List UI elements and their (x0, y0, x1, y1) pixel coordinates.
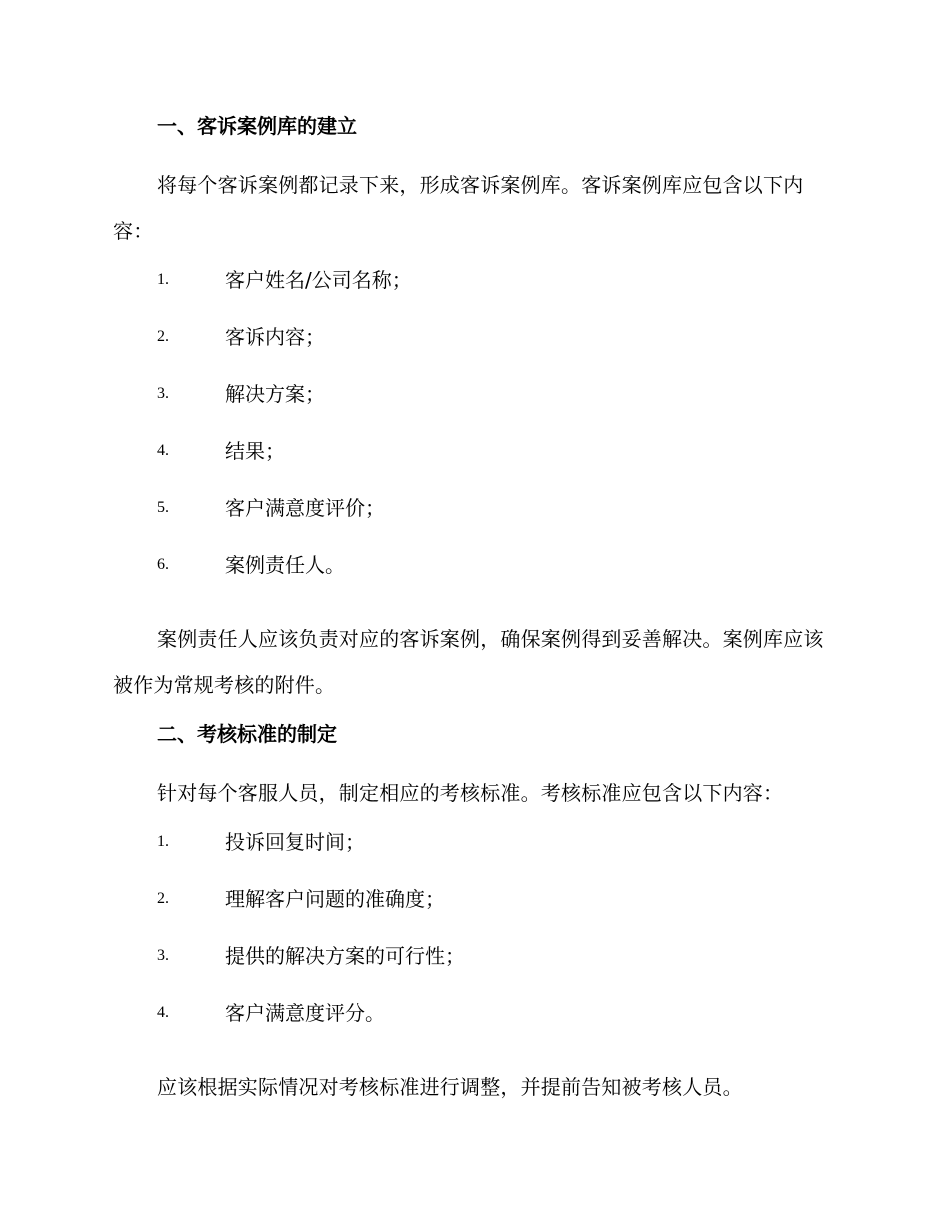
list-item-text: 投诉回复时间； (225, 830, 365, 854)
section-1-list (113, 264, 833, 606)
list-item (113, 378, 833, 435)
document-content (113, 110, 833, 1120)
list-item-text: 解决方案； (225, 382, 325, 406)
list-item (113, 492, 833, 549)
section-2-closing: 应该根据实际情况对考核标准进行调整，并提前告知被考核人员。 (157, 1075, 743, 1099)
list-item (113, 435, 833, 492)
list-item-text: 客诉内容； (225, 325, 325, 349)
list-item (113, 883, 833, 940)
list-item-text: 理解客户问题的准确度； (225, 887, 445, 911)
section-2-intro: 针对每个客服人员，制定相应的考核标准。考核标准应包含以下内容： (157, 781, 784, 805)
list-item-number: 4. (157, 442, 169, 459)
list-item-text: 客户姓名/公司名称； (225, 268, 412, 292)
list-item (113, 264, 833, 321)
list-item-number: 2. (157, 328, 169, 345)
list-item (113, 997, 833, 1054)
section-2-heading: 二、考核标准的制定 (157, 722, 337, 746)
list-item-number: 5. (157, 499, 169, 516)
list-item-number: 4. (157, 1004, 169, 1021)
list-item-text: 客户满意度评分。 (225, 1001, 385, 1025)
list-item-text: 结果； (225, 439, 285, 463)
list-item-number: 1. (157, 271, 169, 288)
section-2-list (113, 826, 833, 1054)
list-item (113, 549, 833, 606)
list-item-text: 提供的解决方案的可行性； (225, 944, 465, 968)
list-item-number: 3. (157, 385, 169, 402)
list-item-text: 客户满意度评价； (225, 496, 385, 520)
list-item-number: 2. (157, 890, 169, 907)
list-item (113, 940, 833, 997)
list-item (113, 321, 833, 378)
list-item-number: 3. (157, 947, 169, 964)
section-1-closing: 案例责任人应该负责对应的客诉案例，确保案例得到妥善解决。案例库应该被作为常规考核的附件。 (113, 627, 824, 697)
section-1-intro: 将每个客诉案例都记录下来，形成客诉案例库。客诉案例库应包含以下内容： (113, 173, 804, 243)
list-item-text: 案例责任人。 (225, 553, 345, 577)
list-item-number: 6. (157, 556, 169, 573)
section-1-heading: 一、客诉案例库的建立 (157, 114, 357, 138)
list-item-number: 1. (157, 833, 169, 850)
list-item (113, 826, 833, 883)
